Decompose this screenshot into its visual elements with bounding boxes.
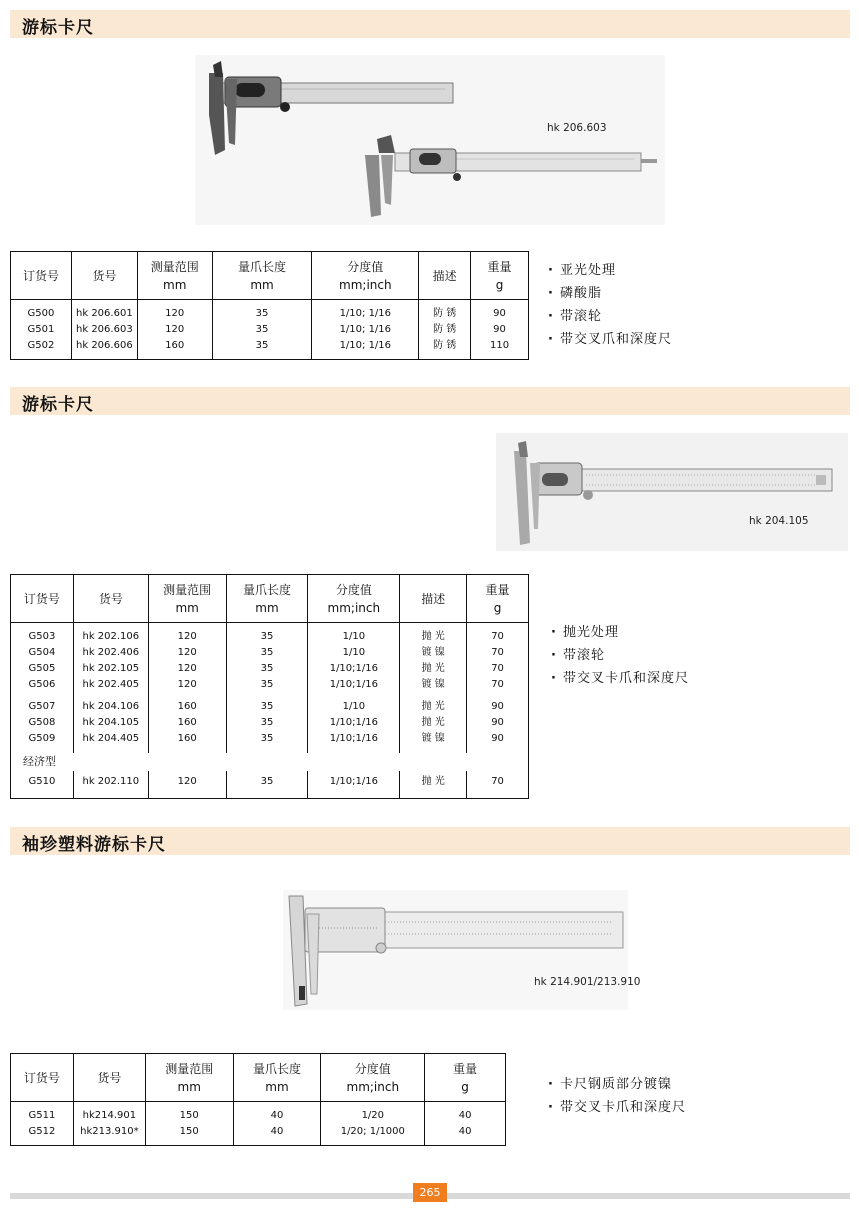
table-cell: 40 [233,1108,321,1124]
header-text: mm [175,600,199,615]
table-row [11,629,529,645]
table-cell: G500 [27,307,55,319]
table-cell: 150 [145,1108,233,1124]
table-cell: 抛 光 [400,629,467,645]
header-resolution [308,575,400,623]
table-cell: 70 [467,645,529,661]
header-text: 重量 [485,582,510,597]
table-cell: 160 [148,731,226,747]
feature-list-2 [551,621,689,690]
table-cell: G510 [28,775,56,787]
table-cell: 1/10;1/16 [308,771,400,793]
table-cell: G512 [28,1125,56,1137]
table-row [11,338,529,354]
table-cell: 1/10; 1/16 [312,306,419,322]
header-text: mm;inch [327,600,381,615]
header-item-no [73,1054,145,1102]
feature-item: · 亚光处理 [548,259,672,282]
header-order-no [11,575,74,623]
table-cell: 抛 光 [400,771,467,793]
feature-item: · 带滚轮 [551,644,689,667]
table-cell: hk214.901 [73,1108,145,1124]
table-cell: 70 [467,661,529,677]
table-cell: 镀 镍 [400,645,467,661]
header-text: 货号 [98,591,123,606]
header-text: mm [255,600,279,615]
table-cell: 120 [137,322,212,338]
table-cell: 90 [471,306,529,322]
table-cell: G501 [27,323,55,335]
table-cell: 1/10;1/16 [308,677,400,693]
economy-label: 经济型 [23,754,56,768]
header-text: 量爪长度 [238,259,287,274]
header-text: 分度值 [347,259,384,274]
table-cell: 1/10;1/16 [308,731,400,747]
header-resolution [321,1054,425,1102]
spec-table-1 [10,251,529,360]
table-cell: hk 202.105 [73,661,148,677]
table-cell: 160 [148,715,226,731]
table-cell: 1/10;1/16 [308,715,400,731]
table-cell: hk 202.110 [73,771,148,793]
table-cell: G507 [28,700,56,712]
table-cell: 抛 光 [400,715,467,731]
section-2-bar [10,387,850,415]
feature-list-3 [548,1073,686,1119]
caliper-image-1 [195,55,665,225]
table-cell: 1/10 [308,629,400,645]
table-cell: hk 202.106 [73,629,148,645]
header-text: 重量 [487,259,512,274]
header-weight [471,252,529,300]
header-text: 测量范围 [165,1061,214,1076]
section-3-bar [10,827,850,855]
page-number: 265 [413,1183,447,1202]
table-cell: 35 [226,699,308,715]
feature-item: · 卡尺钢质部分镀镍 [548,1073,686,1096]
feature-item: · 带交叉卡爪和深度尺 [548,1096,686,1119]
table-row [11,1108,506,1124]
table-cell: 90 [471,322,529,338]
table-cell: 防 锈 [419,338,471,354]
header-text: mm;inch [339,277,392,292]
table-cell: 防 锈 [419,306,471,322]
table-cell: 120 [148,629,226,645]
header-text: g [461,1079,469,1094]
header-range [137,252,212,300]
table-cell: 70 [467,629,529,645]
table-cell: 120 [148,661,226,677]
model-label-3: hk 214.901/213.910 [534,976,641,988]
table-cell: 90 [467,715,529,731]
header-text: 分度值 [335,582,372,597]
table-cell: 1/20 [321,1108,425,1124]
header-jaw-length [212,252,312,300]
table-cell: 90 [467,699,529,715]
header-text: 量爪长度 [252,1061,301,1076]
table-row [11,715,529,731]
section-3-title: 袖珍塑料游标卡尺 [22,835,166,855]
table-cell: 35 [226,715,308,731]
table-row [11,661,529,677]
section-2-title: 游标卡尺 [22,395,94,415]
table-cell: 120 [148,645,226,661]
feature-item: · 带交叉卡爪和深度尺 [551,667,689,690]
table-cell: 镀 镍 [400,677,467,693]
header-weight [425,1054,506,1102]
table-cell: G506 [28,678,56,690]
feature-item: · 带滚轮 [548,305,672,328]
table-cell: 1/20; 1/1000 [321,1124,425,1140]
header-resolution [312,252,419,300]
table-cell: hk 206.606 [71,338,137,354]
header-text: mm [250,277,274,292]
table-cell: 1/10 [308,699,400,715]
table-cell: 35 [226,629,308,645]
table-cell: 防 锈 [419,322,471,338]
table-cell: 35 [226,731,308,747]
table-cell: 35 [226,771,308,793]
table-cell: hk 204.106 [73,699,148,715]
header-text: 测量范围 [163,582,212,597]
table-row [11,322,529,338]
table-row [11,731,529,747]
header-text: mm [265,1079,289,1094]
table-cell: 120 [137,306,212,322]
header-range [148,575,226,623]
table-cell: 1/10; 1/16 [312,338,419,354]
table-cell: 抛 光 [400,661,467,677]
spec-table-3 [10,1053,506,1146]
header-jaw-length [226,575,308,623]
caliper-image-2 [496,433,848,551]
feature-item: · 磷酸脂 [548,282,672,305]
table-cell: 35 [212,306,312,322]
header-text: 货号 [92,268,117,283]
table-cell: 1/10; 1/16 [312,322,419,338]
table-cell: 40 [425,1124,506,1140]
header-text: mm;inch [346,1079,400,1094]
table-cell: 1/10;1/16 [308,661,400,677]
table-row [11,771,529,793]
header-text: 货号 [97,1070,122,1085]
table-cell: 160 [137,338,212,354]
model-label-2: hk 204.105 [749,515,809,527]
model-label-1: hk 206.603 [547,122,607,134]
table-cell: hk 206.603 [71,322,137,338]
table-cell: 70 [467,771,529,793]
table-cell: G502 [27,339,55,351]
table-cell: 120 [148,677,226,693]
table-cell: G505 [28,662,56,674]
table-cell: 120 [148,771,226,793]
header-description [419,252,471,300]
table-cell: 1/10 [308,645,400,661]
feature-list-1 [548,259,672,351]
header-text: mm [177,1079,201,1094]
header-weight [467,575,529,623]
header-description [400,575,467,623]
spec-table-2 [10,574,529,799]
spec-table-1-body [11,300,529,360]
header-text: mm [163,277,187,292]
table-cell: 150 [145,1124,233,1140]
table-cell: 35 [212,322,312,338]
header-text: 订货号 [23,591,60,606]
table-cell: 90 [467,731,529,747]
header-range [145,1054,233,1102]
table-cell: 35 [226,677,308,693]
section-1-bar [10,10,850,38]
table-row [11,677,529,693]
spec-table-2-body [11,623,529,799]
spec-table-3-body [11,1102,506,1146]
table-cell: hk213.910* [73,1124,145,1140]
table-cell: 70 [467,677,529,693]
header-order-no [11,252,72,300]
header-text: 描述 [421,591,446,606]
table-cell: 抛 光 [400,699,467,715]
header-text: 测量范围 [150,259,199,274]
header-jaw-length [233,1054,321,1102]
table-cell: G509 [28,732,56,744]
table-cell: 110 [471,338,529,354]
header-text: 分度值 [354,1061,391,1076]
feature-item: · 带交叉爪和深度尺 [548,328,672,351]
table-row [11,1124,506,1140]
table-cell: 40 [425,1108,506,1124]
table-cell: 40 [233,1124,321,1140]
table-cell: hk 206.601 [71,306,137,322]
table-cell: hk 202.406 [73,645,148,661]
header-text: 量爪长度 [242,582,291,597]
table-cell: hk 204.105 [73,715,148,731]
header-item-no [71,252,137,300]
header-text: 描述 [432,268,457,283]
table-cell: 35 [226,645,308,661]
header-text: 订货号 [22,268,59,283]
table-cell: 35 [226,661,308,677]
feature-item: · 抛光处理 [551,621,689,644]
table-cell: 160 [148,699,226,715]
table-cell: G504 [28,646,56,658]
header-text: 重量 [453,1061,478,1076]
table-cell: G503 [28,630,56,642]
table-cell: G508 [28,716,56,728]
table-row [11,645,529,661]
header-item-no [73,575,148,623]
table-cell: hk 204.405 [73,731,148,747]
header-text: g [493,600,502,615]
table-row [11,306,529,322]
table-cell: 35 [212,338,312,354]
table-cell: 镀 镍 [400,731,467,747]
header-text: g [495,277,504,292]
section-1-title: 游标卡尺 [22,18,94,38]
table-row [11,699,529,715]
caliper-image-3 [283,890,628,1010]
header-order-no [11,1054,74,1102]
table-cell: hk 202.405 [73,677,148,693]
table-cell: G511 [28,1109,56,1121]
header-text: 订货号 [23,1070,60,1085]
